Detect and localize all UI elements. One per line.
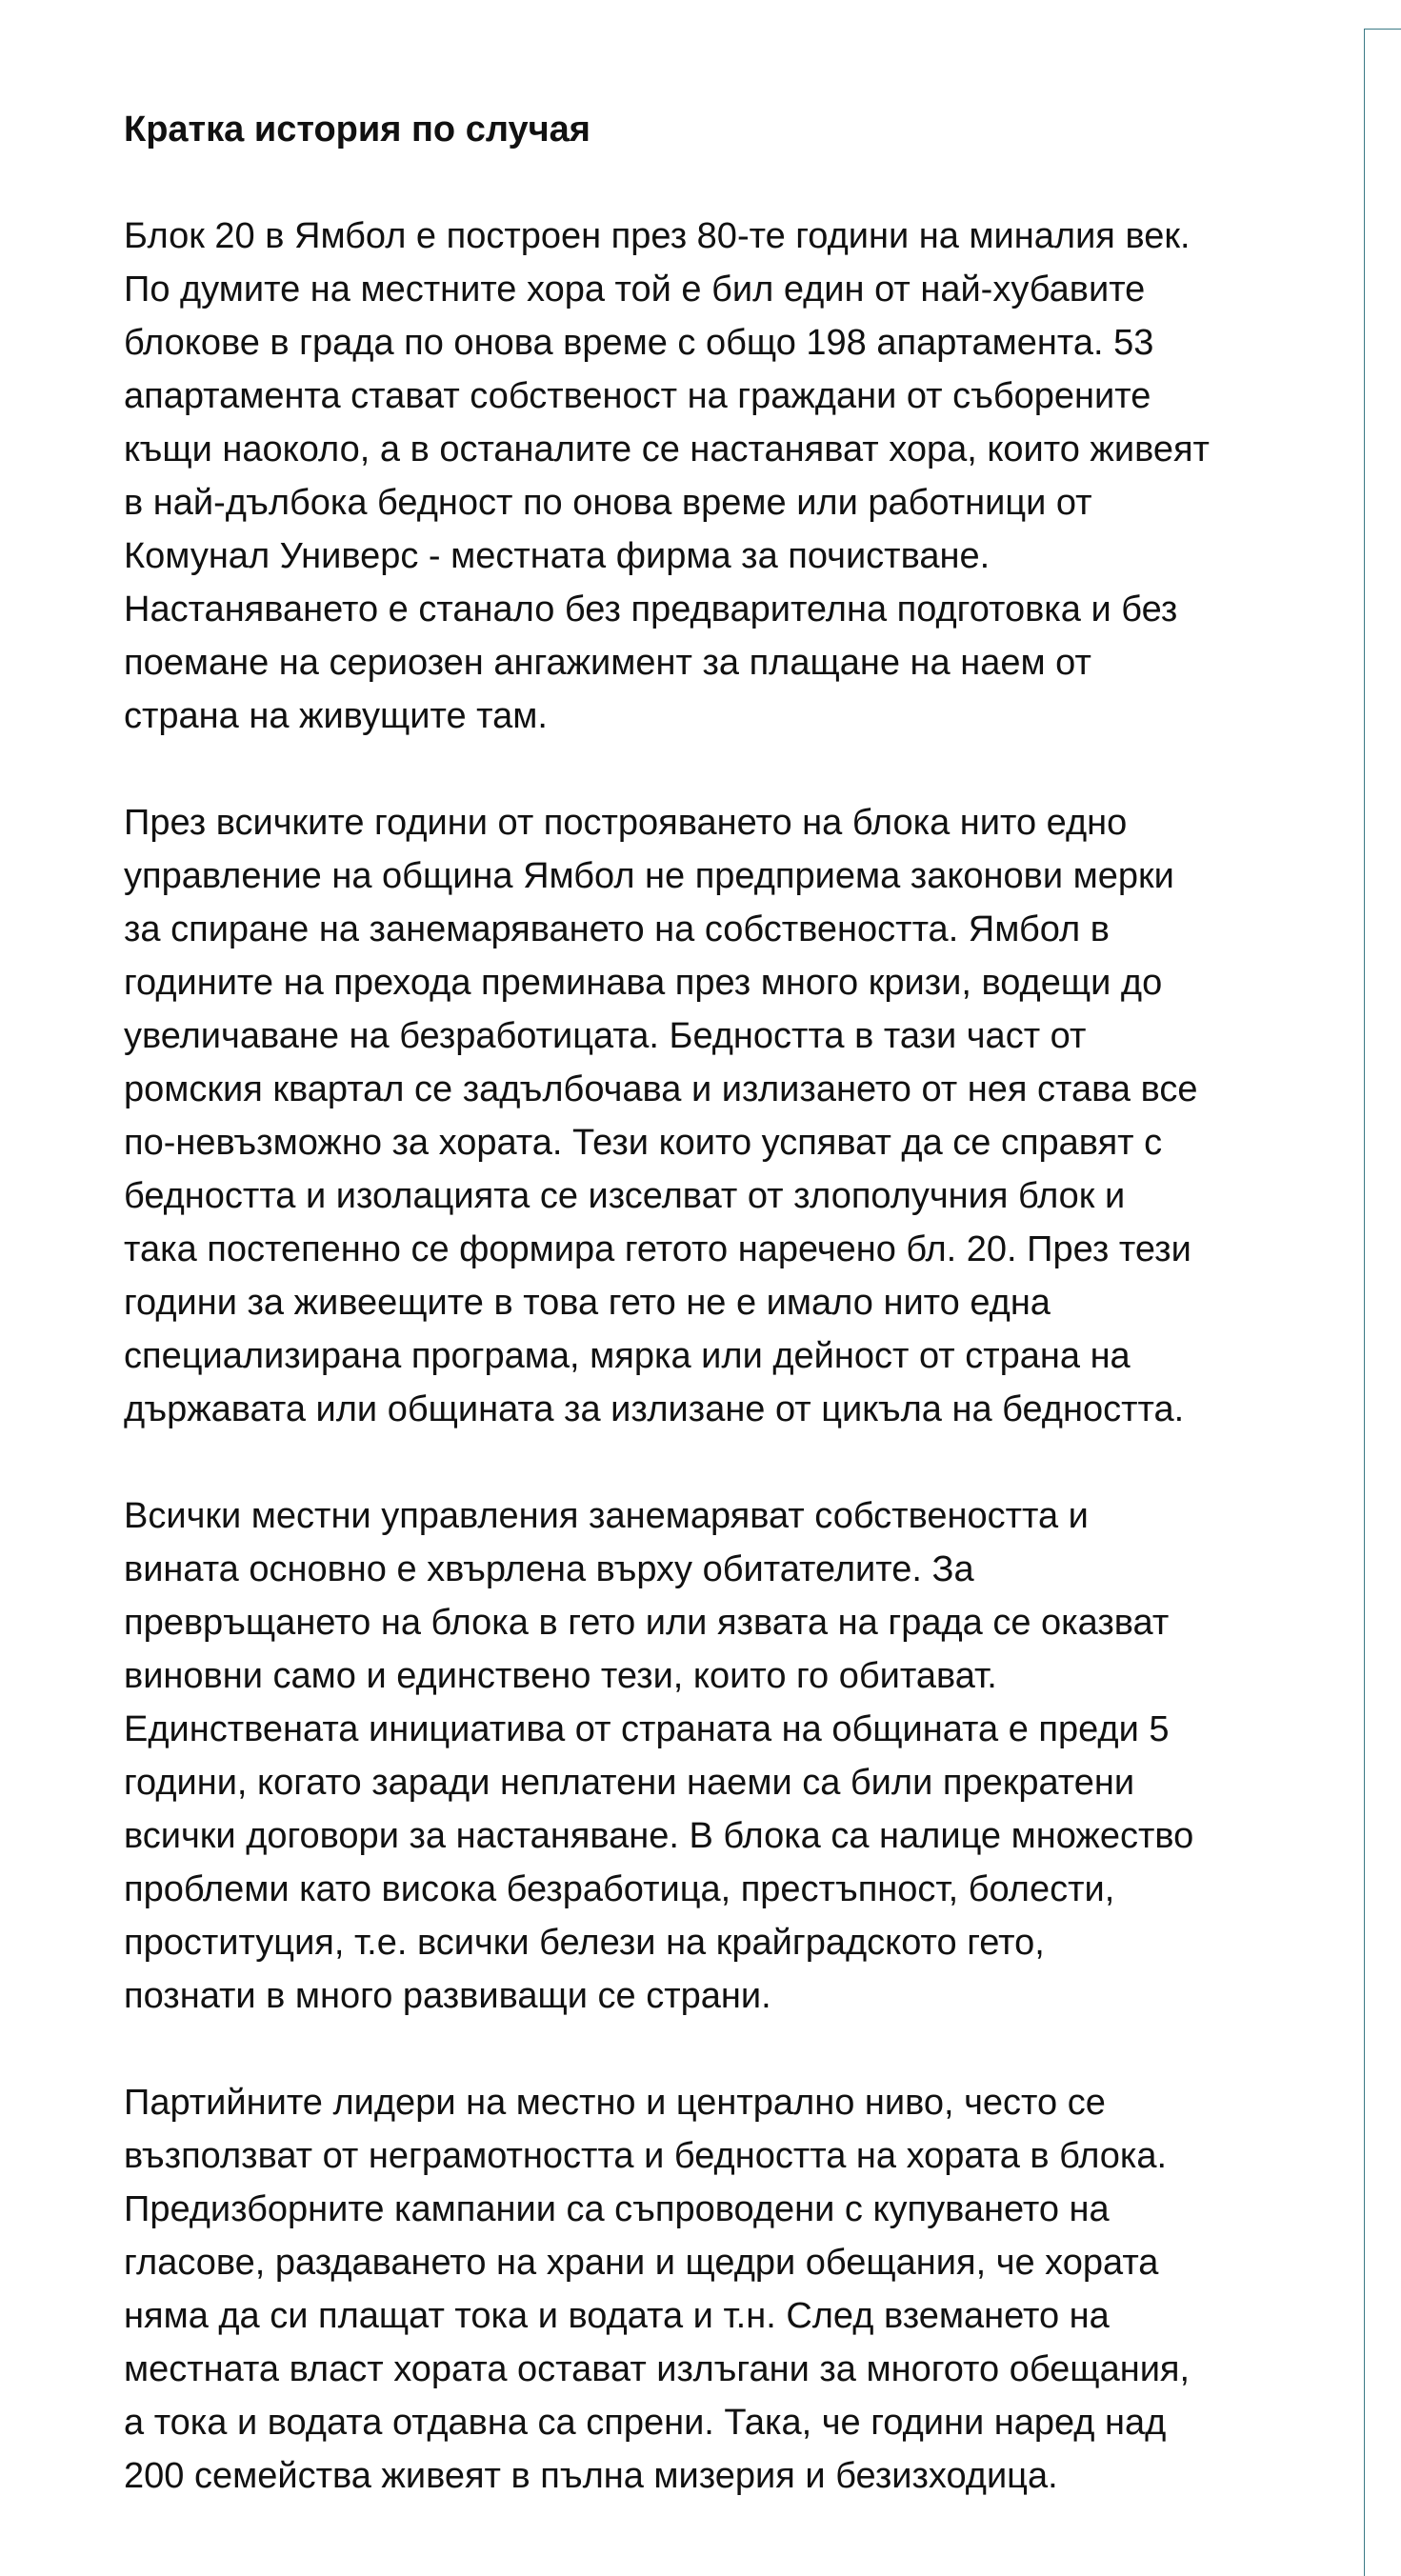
document-body <box>124 103 1324 2556</box>
text-line: апартамента стават собственост на граждани от съборените <box>124 376 1151 416</box>
text-line: бедността и изолацията се изселват от злополучния блок и <box>124 1176 1126 1216</box>
text-line: Всички местни управления занемаряват собствеността и <box>124 1496 1089 1536</box>
text-line: Предизборните кампании са съпроводени с купуването на <box>124 2189 1110 2229</box>
text-line: познати в много развиващи се страни. <box>124 1976 771 2016</box>
text-line: превръщането на блока в гето или язвата на града се оказват <box>124 1603 1170 1643</box>
text-line: къщи наоколо, а в останалите се настаняват хора, които живеят <box>124 429 1210 469</box>
text-line: за спиране на занемаряването на собствеността. Ямбол в <box>124 909 1110 949</box>
text-line: годините на прехода преминава през много кризи, водещи до <box>124 963 1163 1003</box>
text-line: проституция, т.е. всички белези на крайградското гето, <box>124 1923 1045 1963</box>
text-line: проблеми като висока безработица, престъпност, болести, <box>124 1869 1115 1909</box>
paragraph-2 <box>124 796 1324 1436</box>
text-line: специализирана програма, мярка или дейност от страна на <box>124 1336 1131 1376</box>
text-line: години, когато заради неплатени наеми са били прекратени <box>124 1763 1135 1803</box>
text-line: всички договори за настаняване. В блока са налице множество <box>124 1816 1194 1856</box>
text-line: няма да си плащат тока и водата и т.н. След вземането на <box>124 2296 1110 2336</box>
text-line: През всичките години от построяването на блока нито едно <box>124 803 1128 843</box>
text-line: по-невъзможно за хората. Тези които успяват да се справят с <box>124 1123 1163 1163</box>
text-line: Блок 20 в Ямбол е построен през 80-те години на миналия век. <box>124 216 1191 256</box>
text-line: поемане на сериозен ангажимент за плащане на наем от <box>124 643 1091 683</box>
text-line: управление на община Ямбол не предприема законови мерки <box>124 856 1174 896</box>
text-line: Комунал Универс - местната фирма за почистване. <box>124 536 991 576</box>
text-line: страна на живущите там. <box>124 696 548 736</box>
text-line: възползват от неграмотността и бедността на хората в блока. <box>124 2136 1168 2176</box>
text-line: гласове, раздаването на храни и щедри обещания, че хората <box>124 2243 1159 2283</box>
page-border-top <box>1364 29 1401 30</box>
document-title: Кратка история по случая <box>124 110 590 150</box>
page-border-right <box>1364 29 1365 2576</box>
paragraph-4 <box>124 2076 1324 2503</box>
text-line: По думите на местните хора той е бил един от най-хубавите <box>124 270 1146 310</box>
text-line: в най-дълбока бедност по онова време или работници от <box>124 483 1092 523</box>
text-line: Партийните лидери на местно и централно ниво, често се <box>124 2083 1106 2123</box>
text-line: блокове в града по онова време с общо 198 апартамента. 53 <box>124 323 1154 363</box>
text-line: години за живеещите в това гето не е имало нито една <box>124 1283 1051 1323</box>
text-line: така постепенно се формира гетото наречено бл. 20. През тези <box>124 1229 1191 1269</box>
text-line: увеличаване на безработицата. Бедността в тази част от <box>124 1016 1087 1056</box>
text-line: вината основно е хвърлена върху обитателите. За <box>124 1549 974 1589</box>
text-line: Единствената инициатива от страната на общината е преди 5 <box>124 1709 1170 1749</box>
paragraph-3 <box>124 1489 1324 2023</box>
text-line: държавата или общината за излизане от цикъла на бедността. <box>124 1389 1185 1429</box>
text-line: Настаняването е станало без предварителна подготовка и без <box>124 589 1178 629</box>
text-line: а тока и водата отдавна са спрени. Така, че години наред над <box>124 2403 1167 2443</box>
text-line: местната власт хората остават излъгани за многото обещания, <box>124 2349 1191 2389</box>
text-line: 200 семейства живеят в пълна мизерия и безизходица. <box>124 2456 1058 2496</box>
paragraph-1 <box>124 210 1324 743</box>
text-line: виновни само и единствено тези, които го обитават. <box>124 1656 997 1696</box>
text-line: ромския квартал се задълбочава и излизането от нея става все <box>124 1069 1198 1109</box>
